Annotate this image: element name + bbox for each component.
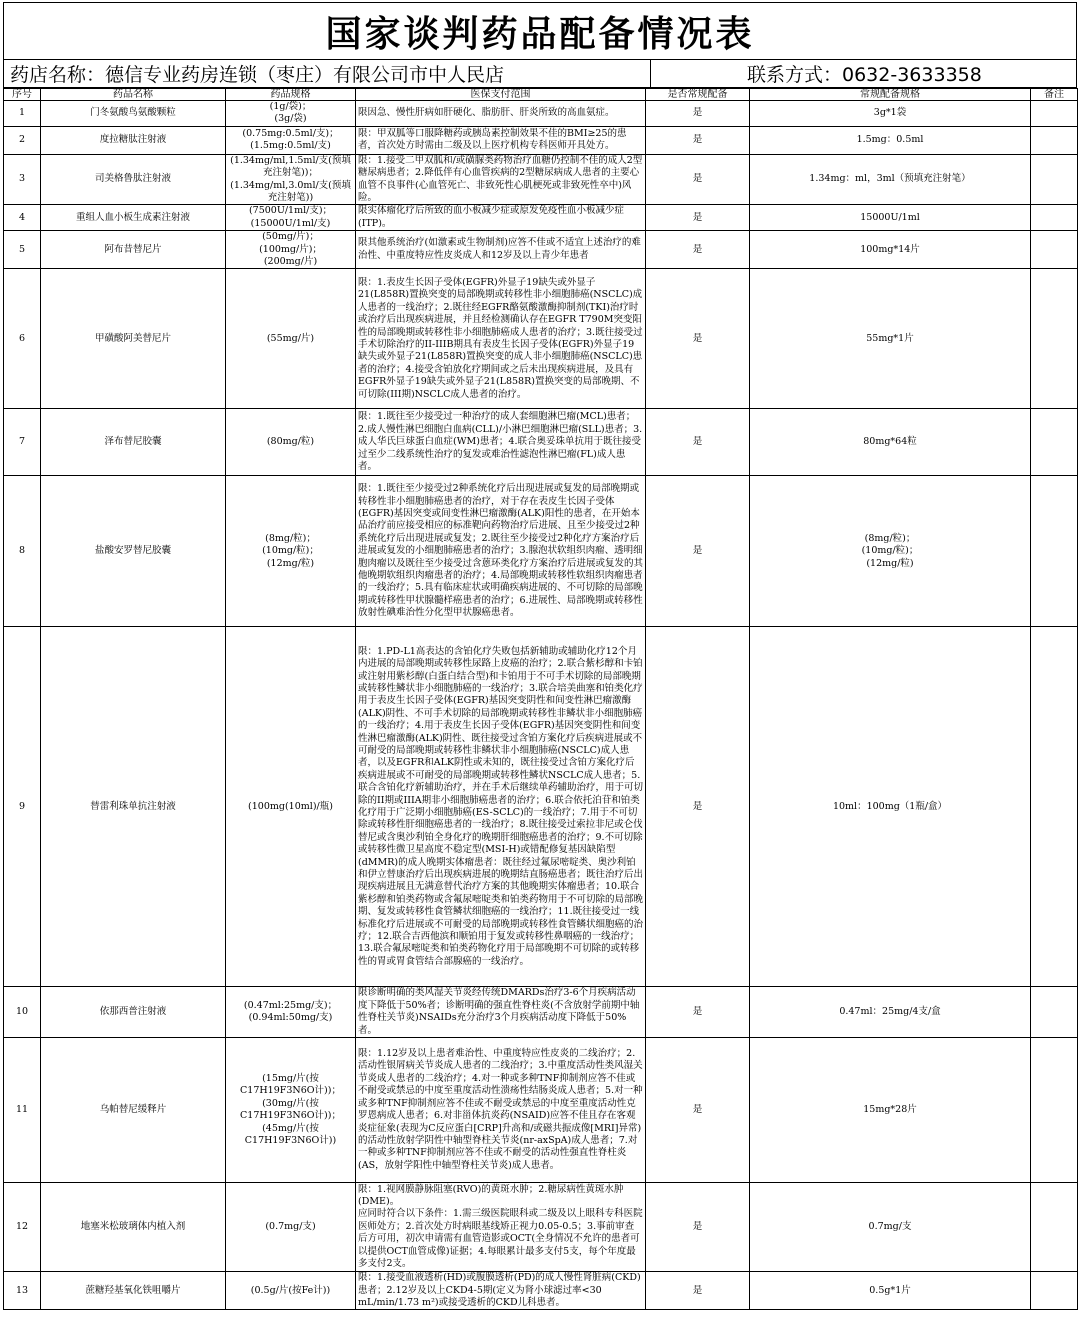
header-regular-spec: 常规配备规格: [750, 89, 1031, 101]
regular-spec: 15000U/1ml: [750, 205, 1031, 231]
row-number: 13: [4, 1272, 41, 1310]
drug-spec: (0.7mg/支): [226, 1183, 356, 1272]
note: [1031, 1272, 1078, 1310]
drug-spec: (0.47ml:25mg/支)； (0.94ml:50mg/支): [226, 987, 356, 1038]
note: [1031, 476, 1078, 627]
regular-stock: 是: [646, 205, 750, 231]
drug-name: 门冬氨酸鸟氨酸颗粒: [41, 101, 226, 127]
row-number: 8: [4, 476, 41, 627]
coverage-scope: 限：1.表皮生长因子受体(EGFR)外显子19缺失或外显子21(L858R)置换突变的局部晚期或转移性非小细胞肺癌(NSCLC)成人患者的一线治疗；2.既往经EGFR酪氨酸激酶抑制剂(TKI)治疗时或治疗后出现疾病进展，并且经检测确认存在EGFR T790M突变阳性的局部晚期或转移性非小细胞肺癌成人患者的治疗；3.既往接受过手术切除治疗的II-IIIB期具有表皮生长因子受体(EGFR)外显子19缺失或外显子21(L858R)置换突变的成人非小细胞肺癌(NSCLC)患者的治疗；4.接受含铂放化疗期间或之后未出现疾病进展，及具有EGFR外显子19缺失或外显子21(L858R)置换突变的局部晚期、不可切除(III期)NSCLC成人患者的治疗。: [356, 269, 646, 409]
table-row: [4, 987, 1078, 1038]
regular-spec: 0.5g*1片: [750, 1272, 1031, 1310]
regular-stock: 是: [646, 627, 750, 987]
coverage-scope: 限：1.视网膜静脉阻塞(RVO)的黄斑水肿；2.糖尿病性黄斑水肿(DME)。 应同时符合以下条件：1.需三级医院眼科或二级及以上眼科专科医院医师处方；2.首次处方时病眼基线矫正视力0.05-0.5；3.事前审查后方可用，初次申请需有血管造影或OCT(全身情况不允许的患者可以提供OCT血管成像)证据；4.每眼累计最多支付5支，每个年度最多支付2支。: [356, 1183, 646, 1272]
regular-stock: 是: [646, 987, 750, 1038]
drug-spec: (1.34mg/ml,1.5ml/支(预填充注射笔))； (1.34mg/ml,3.0ml/支(预填充注射笔)): [226, 154, 356, 205]
regular-stock: 是: [646, 269, 750, 409]
coverage-scope: 限其他系统治疗(如激素或生物制剂)应答不佳或不适宜上述治疗的难治性、中重度特应性皮炎成人和12岁及以上青少年患者: [356, 231, 646, 269]
table-row: [4, 627, 1078, 987]
header-note: 备注: [1031, 89, 1078, 101]
drug-spec: (7500U/1ml/支)； (15000U/1ml/支): [226, 205, 356, 231]
row-number: 5: [4, 231, 41, 269]
drug-spec: (55mg/片): [226, 269, 356, 409]
note: [1031, 101, 1078, 127]
regular-spec: 80mg*64粒: [750, 409, 1031, 476]
regular-spec: (8mg/粒)； (10mg/粒)； (12mg/粒): [750, 476, 1031, 627]
table-row: [4, 1038, 1078, 1183]
note: [1031, 627, 1078, 987]
drug-spec: (15mg/片(按C17H19F3N6O计))； (30mg/片(按C17H19F3N6O计))； (45mg/片(按C17H19F3N6O计)): [226, 1038, 356, 1183]
table-row: [4, 476, 1078, 627]
drug-name: 甲磺酸阿美替尼片: [41, 269, 226, 409]
drug-name: 乌帕替尼缓释片: [41, 1038, 226, 1183]
row-number: 6: [4, 269, 41, 409]
coverage-scope: 限：1.既往至少接受过一种治疗的成人套细胞淋巴瘤(MCL)患者；2.成人慢性淋巴细胞白血病(CLL)/小淋巴细胞淋巴瘤(SLL)患者；3.成人华氏巨球蛋白血症(WM)患者；4.联合奥妥珠单抗用于既往接受过至少二线系统性治疗的复发或难治性滤泡性淋巴瘤(FL)成人患者。: [356, 409, 646, 476]
drug-spec: (50mg/片)； (100mg/片)； (200mg/片): [226, 231, 356, 269]
coverage-scope: 限因急、慢性肝病如肝硬化、脂肪肝、肝炎所致的高血氨症。: [356, 101, 646, 127]
store-name: 药店名称：德信专业药房连锁（枣庄）有限公司市中人民店: [4, 60, 651, 87]
regular-stock: 是: [646, 1038, 750, 1183]
drug-name: 泽布替尼胶囊: [41, 409, 226, 476]
regular-spec: 15mg*28片: [750, 1038, 1031, 1183]
drug-spec: (0.5g/片(按Fe计)): [226, 1272, 356, 1310]
drug-spec: (8mg/粒)； (10mg/粒)； (12mg/粒): [226, 476, 356, 627]
row-number: 4: [4, 205, 41, 231]
note: [1031, 231, 1078, 269]
document-page: [3, 2, 1077, 1310]
regular-stock: 是: [646, 154, 750, 205]
drug-name: 阿布昔替尼片: [41, 231, 226, 269]
header-no: 序号: [4, 89, 41, 101]
table-row: [4, 409, 1078, 476]
drug-name: 司美格鲁肽注射液: [41, 154, 226, 205]
header-spec: 药品规格: [226, 89, 356, 101]
header-regular: 是否常规配备: [646, 89, 750, 101]
coverage-scope: 限实体瘤化疗后所致的血小板减少症或原发免疫性血小板减少症(ITP)。: [356, 205, 646, 231]
drug-name: 地塞米松玻璃体内植入剂: [41, 1183, 226, 1272]
table-row: [4, 1272, 1078, 1310]
regular-spec: 1.34mg：ml，3ml（预填充注射笔）: [750, 154, 1031, 205]
header-scope: 医保支付范围: [356, 89, 646, 101]
coverage-scope: 限：1.12岁及以上患者难治性、中重度特应性皮炎的二线治疗；2.活动性银屑病关节炎成人患者的二线治疗；3.中重度活动性类风湿关节炎成人患者的二线治疗；4.对一种或多种TNF抑制剂应答不佳或不耐受或禁忌的中度至重度活动性溃疡性结肠炎成人患者；5.对一种或多种TNF抑制剂应答不佳或不耐受或禁忌的中度至重度活动性克罗恩病成人患者；6.对非甾体抗炎药(NSAID)应答不佳且存在客观炎症征象(表现为C反应蛋白[CRP]升高和/或磁共振成像[MRI]异常)的活动性放射学阴性中轴型脊柱关节炎(nr-axSpA)成人患者；7.对一种或多种TNF抑制剂应答不佳或不耐受的活动性强直性脊柱炎(AS，放射学阳性中轴型脊柱关节炎)成人患者。: [356, 1038, 646, 1183]
table-row: [4, 205, 1078, 231]
regular-spec: 0.7mg/支: [750, 1183, 1031, 1272]
row-number: 1: [4, 101, 41, 127]
coverage-scope: 限：甲双胍等口服降糖药或胰岛素控制效果不佳的BMI≥25的患者，首次处方时需由二级及以上医疗机构专科医师开具处方。: [356, 126, 646, 154]
header-name: 药品名称: [41, 89, 226, 101]
row-number: 9: [4, 627, 41, 987]
regular-spec: 3g*1袋: [750, 101, 1031, 127]
row-number: 2: [4, 126, 41, 154]
drug-table: [3, 88, 1078, 1310]
regular-spec: 55mg*1片: [750, 269, 1031, 409]
drug-name: 替雷利珠单抗注射液: [41, 627, 226, 987]
coverage-scope: 限：1.既往至少接受过2种系统化疗后出现进展或复发的局部晚期或转移性非小细胞肺癌患者的治疗，对于存在表皮生长因子受体(EGFR)基因突变或间变性淋巴瘤激酶(ALK)阳性的患者，在开始本品治疗前应接受相应的标准靶向药物治疗后进展、且至少接受过2种系统化疗后出现进展或复发；2.既往至少接受过2种化疗方案治疗后进展或复发的小细胞肺癌患者的治疗；3.腺泡状软组织肉瘤、透明细胞肉瘤以及既往至少接受过含蒽环类化疗方案治疗后进展或复发的其他晚期软组织肉瘤患者的治疗；4.局部晚期或转移性软组织肉瘤患者的一线治疗；5.具有临床症状或明确疾病进展的、不可切除的局部晚期或转移性甲状腺髓样癌患者的治疗；6.进展性、局部晚期或转移性放射性碘难治性分化型甲状腺癌患者。: [356, 476, 646, 627]
row-number: 11: [4, 1038, 41, 1183]
regular-spec: 10ml：100mg（1瓶/盒）: [750, 627, 1031, 987]
table-row: [4, 154, 1078, 205]
row-number: 10: [4, 987, 41, 1038]
note: [1031, 1183, 1078, 1272]
coverage-scope: 限：1.接受二甲双胍和/或磺脲类药物治疗血糖仍控制不佳的成人2型糖尿病患者；2.降低伴有心血管疾病的2型糖尿病成人患者的主要心血管不良事件(心血管死亡、非致死性心肌梗死或非致死性卒中)风险。: [356, 154, 646, 205]
regular-stock: 是: [646, 409, 750, 476]
note: [1031, 269, 1078, 409]
note: [1031, 154, 1078, 205]
row-number: 7: [4, 409, 41, 476]
regular-stock: 是: [646, 126, 750, 154]
table-row: [4, 269, 1078, 409]
regular-spec: 1.5mg：0.5ml: [750, 126, 1031, 154]
regular-stock: 是: [646, 476, 750, 627]
note: [1031, 987, 1078, 1038]
table-header-row: [4, 89, 1078, 101]
drug-name: 依那西普注射液: [41, 987, 226, 1038]
table-row: [4, 101, 1078, 127]
note: [1031, 1038, 1078, 1183]
drug-name: 蔗糖羟基氧化铁咀嚼片: [41, 1272, 226, 1310]
drug-spec: (100mg(10ml)/瓶): [226, 627, 356, 987]
drug-name: 重组人血小板生成素注射液: [41, 205, 226, 231]
drug-spec: (0.75mg:0.5ml/支)； (1.5mg:0.5ml/支): [226, 126, 356, 154]
table-row: [4, 231, 1078, 269]
drug-name: 盐酸安罗替尼胶囊: [41, 476, 226, 627]
regular-stock: 是: [646, 1272, 750, 1310]
note: [1031, 126, 1078, 154]
store-info-row: [3, 60, 1077, 88]
regular-stock: 是: [646, 231, 750, 269]
regular-stock: 是: [646, 101, 750, 127]
drug-spec: (80mg/粒): [226, 409, 356, 476]
drug-name: 度拉糖肽注射液: [41, 126, 226, 154]
note: [1031, 205, 1078, 231]
contact-info: 联系方式：0632-3633358: [747, 64, 982, 86]
regular-spec: 100mg*14片: [750, 231, 1031, 269]
coverage-scope: 限诊断明确的类风湿关节炎经传统DMARDs治疗3-6个月疾病活动度下降低于50%者；诊断明确的强直性脊柱炎(不含放射学前期中轴性脊柱关节炎)NSAIDs充分治疗3个月疾病活动度下降低于50%者。: [356, 987, 646, 1038]
note: [1031, 409, 1078, 476]
row-number: 12: [4, 1183, 41, 1272]
table-row: [4, 126, 1078, 154]
regular-stock: 是: [646, 1183, 750, 1272]
drug-spec: (1g/袋)； (3g/袋): [226, 101, 356, 127]
table-row: [4, 1183, 1078, 1272]
row-number: 3: [4, 154, 41, 205]
regular-spec: 0.47ml：25mg/4支/盒: [750, 987, 1031, 1038]
coverage-scope: 限：1.PD-L1高表达的含铂化疗失败包括新辅助或辅助化疗12个月内进展的局部晚期或转移性尿路上皮癌的治疗；2.联合紫杉醇和卡铂或注射用紫杉醇(白蛋白结合型)和卡铂用于不可手术切除的局部晚期或转移性鳞状非小细胞肺癌的一线治疗；3.联合培美曲塞和铂类化疗用于表皮生长因子受体(EGFR)基因突变阴性和间变性淋巴瘤激酶(ALK)阴性、不可手术切除的局部晚期或转移性非鳞状非小细胞肺癌的一线治疗；4.用于表皮生长因子受体(EGFR)基因突变阴性和间变性淋巴瘤激酶(ALK)阴性、既往接受过含铂方案化疗后疾病进展或不可耐受的局部晚期或转移性非鳞状非小细胞肺癌(NSCLC)成人患者，以及EGFR和ALK阴性或未知的，既往接受过含铂方案化疗后疾病进展或不可耐受的局部晚期或转移性鳞状NSCLC成人患者；5.联合含铂化疗新辅助治疗，并在手术后继续单药辅助治疗，用于可切除的II期或IIIA期非小细胞肺癌患者的治疗；6.联合依托泊苷和铂类化疗用于广泛期小细胞肺癌(ES-SCLC)的一线治疗；7.用于不可切除或转移性肝细胞癌患者的一线治疗；8.既往接受过索拉非尼或仑伐替尼或含奥沙利铂全身化疗的晚期肝细胞癌患者的治疗；9.不可切除或转移性微卫星高度不稳定型(MSI-H)或错配修复基因缺陷型(dMMR)的成人晚期实体瘤患者：既往经过氟尿嘧啶类、奥沙利铂和伊立替康治疗后出现疾病进展的晚期结直肠癌患者；既往治疗后出现疾病进展且无满意替代治疗方案的其他晚期实体瘤患者；10.联合紫杉醇和铂类药物或含氟尿嘧啶类和铂类药物用于不可切除的局部晚期、复发或转移性食管鳞状细胞癌的一线治疗；11.既往接受过一线标准化疗后进展或不可耐受的局部晚期或转移性食管鳞状细胞癌的治疗；12.联合吉西他滨和顺铂用于复发或转移性鼻咽癌的一线治疗；13.联合氟尿嘧啶类和铂类药物化疗用于局部晚期不可切除的或转移性的胃或胃食管结合部腺癌的一线治疗。: [356, 627, 646, 987]
coverage-scope: 限：1.接受血液透析(HD)或腹膜透析(PD)的成人慢性肾脏病(CKD)患者；2.12岁及以上CKD4-5期(定义为肾小球滤过率<30 mL/min/1.73 m²)或接受透析的CKD儿科患者。: [356, 1272, 646, 1310]
document-title: 国家谈判药品配备情况表: [3, 2, 1077, 60]
